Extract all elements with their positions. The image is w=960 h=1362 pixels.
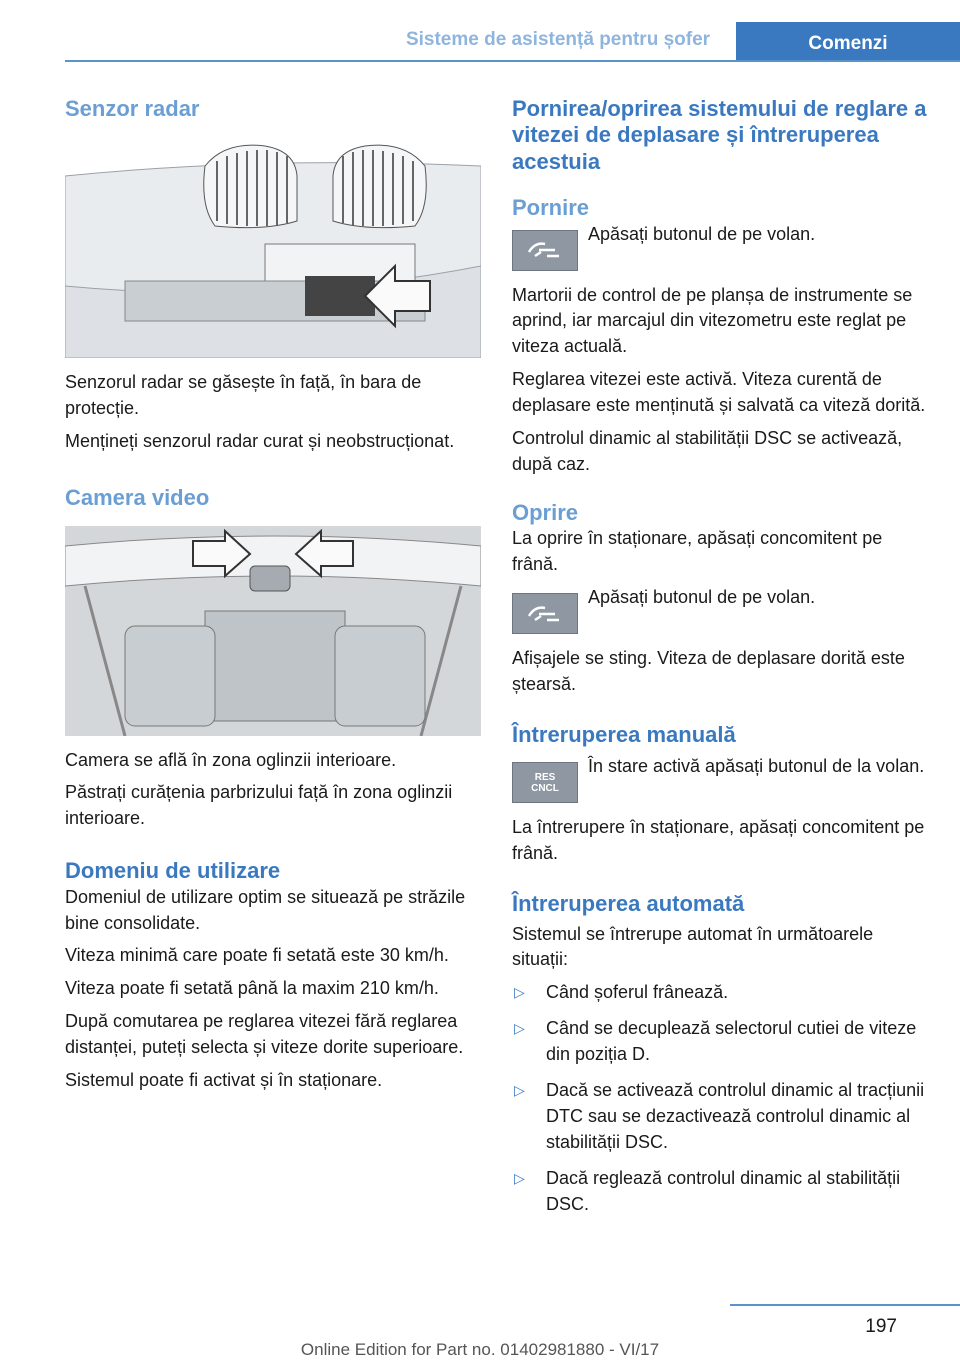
stop-heading: Oprire (512, 499, 579, 525)
list-item-text: Dacă reglează controlul dinamic al stabilității DSC. (546, 1167, 901, 1214)
radar-paragraph-2: Mențineți senzorul radar curat și neobstrucționat. (65, 431, 455, 452)
manual-instruction (512, 754, 930, 803)
domain-heading: Domeniu de utilizare (65, 858, 281, 884)
list-item (512, 1078, 930, 1156)
radar-heading: Senzor radar (65, 96, 200, 121)
camera-paragraph-2: Păstrați curățenia parbrizului față în zona oglinzii interioare. (65, 782, 453, 829)
stop-instruction (512, 585, 930, 634)
camera-paragraph-1: Camera se află în zona oglinzii interioare. (65, 749, 397, 770)
header-rule (65, 60, 960, 62)
manual-paragraph-1: La întrerupere în staționare, apăsați concomitent pe frână. (512, 817, 925, 864)
manual-heading: Întreruperea manuală (512, 721, 736, 747)
header-section-title: Sisteme de asistență pentru șofer (405, 29, 711, 50)
camera-heading: Camera video (65, 485, 210, 511)
start-paragraph-3: Controlul dinamic al stabilității DSC se activează, după caz. (512, 428, 903, 474)
start-paragraph-2: Reglarea vitezei este activă. Viteza curentă de deplasare este menținută și salvată ca viteză dorită. (512, 369, 926, 416)
edition-footer: Online Edition for Part no. 01402981880 - VI/17 (300, 1340, 660, 1359)
list-item-text: Dacă se activează controlul dinamic al tracțiunii DTC sau se dezactivează controlul dinamic al stabilității DSC. (546, 1080, 925, 1152)
res-cncl-button-icon (512, 762, 578, 803)
start-instruction (512, 222, 930, 271)
page-number: 197 (865, 1316, 897, 1337)
triangle-bullet-icon: ▷ (514, 1082, 525, 1099)
stop-paragraph-2: Afișajele se sting. Viteza de deplasare dorită este ștearsă. (512, 648, 905, 695)
domain-paragraph-4: După comutarea pe reglarea vitezei fără reglarea distanței, puteți selecta și viteze dorite superioare. (65, 1011, 464, 1058)
stop-paragraph-1: La oprire în staționare, apăsați concomitent pe frână. (512, 528, 883, 575)
triangle-bullet-icon: ▷ (514, 984, 525, 1001)
left-column (65, 96, 481, 1101)
list-item-text: Când șoferul frânează. (546, 982, 729, 1003)
radar-sensor-illustration (65, 136, 481, 358)
triangle-bullet-icon: ▷ (514, 1169, 525, 1186)
domain-paragraph-1: Domeniul de utilizare optim se situează pe străzile bine consolidate. (65, 886, 466, 933)
list-item (512, 1016, 930, 1068)
res-cncl-label: RES CNCL (531, 771, 559, 794)
start-heading: Pornire (512, 195, 590, 221)
list-item (512, 1166, 930, 1218)
auto-bullet-list (512, 980, 930, 1217)
footer-rule (730, 1304, 960, 1306)
stop-button-text: Apăsați butonul de pe volan. (588, 587, 816, 608)
start-paragraph-1: Martorii de control de pe planșa de instrumente se aprind, iar marcajul din vitezometru este reglat pe viteza actuală. (512, 284, 913, 357)
domain-paragraph-2: Viteza minimă care poate fi setată este 30 km/h. (65, 945, 449, 966)
camera-illustration (65, 526, 481, 736)
main-heading: Pornirea/oprirea sistemului de reglare a vitezei de deplasare și întreruperea acestuia (512, 96, 927, 174)
domain-paragraph-3: Viteza poate fi setată până la maxim 210 km/h. (65, 978, 439, 999)
domain-paragraph-5: Sistemul poate fi activat și în staționare. (65, 1070, 383, 1091)
auto-heading: Întreruperea automată (512, 891, 745, 917)
right-column (512, 96, 930, 1228)
manual-button-text: În stare activă apăsați butonul de la volan. (588, 756, 925, 777)
cruise-control-button-icon (512, 593, 578, 634)
start-button-text: Apăsați butonul de pe volan. (588, 223, 816, 244)
header-tab-comenzi[interactable]: Comenzi (736, 22, 960, 62)
cruise-control-button-icon (512, 230, 578, 271)
auto-paragraph-1: Sistemul se întrerupe automat în următoarele situații: (512, 923, 874, 970)
page-header (0, 0, 960, 62)
list-item-text: Când se decuplează selectorul cutiei de viteze din poziția D. (546, 1018, 917, 1065)
radar-paragraph-1: Senzorul radar se găsește în față, în bara de protecție. (65, 372, 422, 419)
triangle-bullet-icon: ▷ (514, 1020, 525, 1037)
list-item (512, 980, 930, 1006)
